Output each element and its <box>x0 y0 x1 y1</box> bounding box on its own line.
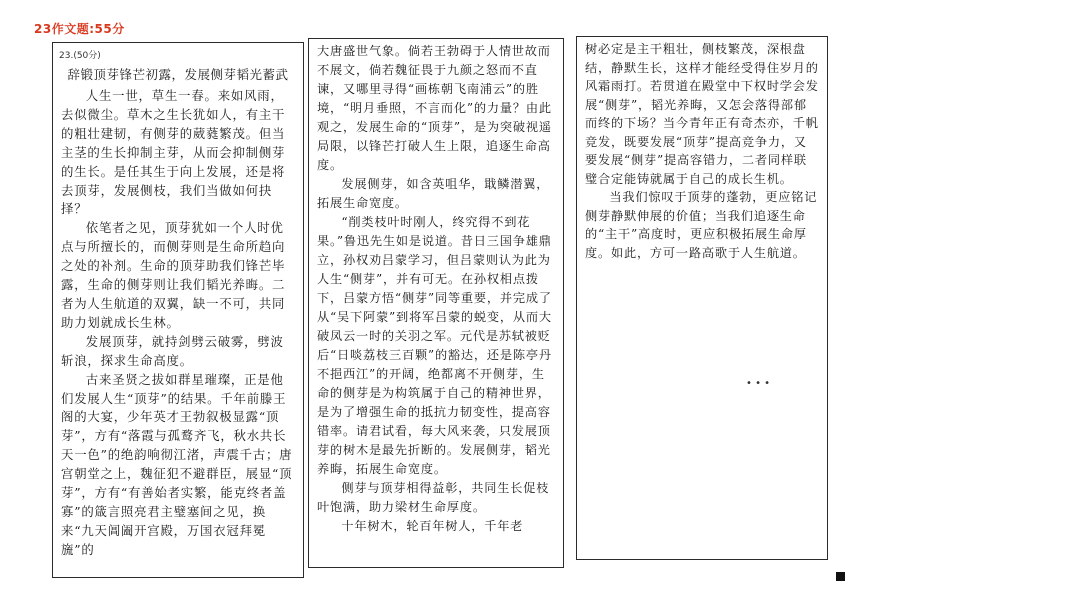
essay-paragraph: 古来圣贤之拔如群星璀璨，正是他们发展人生“顶芽”的结果。千年前滕王阁的大宴，少年英才王勃叙极显露“顶芽”，方有“落霞与孤鹜齐飞，秋水共长天一色”的绝韵响彻江渚，声震千古；唐宫朝堂之上，魏征犯不避群臣，展显“顶芽”，方有“有善始者实繁，能克终者盖寡”的箴言照亮君主璧塞间之见，换来“九天阊阖开宫殿，万国衣冠拜冕旒”的 <box>61 371 293 557</box>
essay-paragraph: 大唐盛世气象。倘若王勃碍于人情世故而不展文，倘若魏征畏于九颜之怒而不直谏，又哪里寻得“画栋朝飞南浦云”的胜境，“明月垂照，不言而化”的力量？由此观之，发展生命的“顶芽”，是为突破视遥局限，以锋芒打破人生上限，追逐生命高度。 <box>317 44 552 172</box>
essay-paragraph: 发展侧芽，如含英咀华，戢鳞潜翼，拓展生命宽度。 <box>317 177 550 210</box>
essay-title: 辞锻顶芽锋芒初露，发展侧芽韬光蓄武 <box>67 67 289 82</box>
essay-paragraph: 人生一世，草生一春。来如风雨，去似微尘。草木之生长犹如人，有主干的粗壮建韧，有侧芽的葳蕤繁茂。但当主茎的生长抑制主芽，从而会抑制侧芽的生长。是任其生于向上发展，还是将去顶芽，发展侧枝，我们当做如何抉择？ <box>61 88 286 217</box>
essay-paragraph: 当我们惊叹于顶芽的蓬勃，更应铭记侧芽静默伸展的价值；当我们追逐生命的“主干”高度时，更应积极拓展生命厚度。如此，方可一路高歌于人生航道。 <box>585 190 818 260</box>
essay-paragraph: 十年树木，轮百年树人，千年老 <box>341 519 524 533</box>
question-number: 23.(50分) <box>59 51 101 61</box>
essay-paragraph: 侧芽与顶芽相得益彰，共同生长促枝叶饱满，助力梁材生命厚度。 <box>317 481 550 514</box>
essay-paragraph: 树必定是主干粗壮，侧枝繁茂，深根盘结，静默生长，这样才能经受得住岁月的风霜雨打。若贯道在殿堂中下权时学会发展“侧芽”，韬光养晦，又怎会落得部郁而终的下场？当今青年正有奇杰亦，千帆竞发，既要发展“顶芽”提高竞争力，又要发展“侧芽”提高容错力，二者同样联璧合定能铸就属于自己的成长生机。 <box>585 42 819 186</box>
essay-paragraph: 依笔者之见，顶芽犹如一个人时优点与所擅长的，而侧芽则是生命所趋向之处的补剂。生命的顶芽助我们锋芒毕露，生命的侧芽则让我们韬光养晦。二者为人生航道的双翼，缺一不可，共同助力划就成长生林。 <box>61 220 286 330</box>
answer-column-3 <box>576 36 828 560</box>
corner-marker <box>836 572 845 581</box>
score-label: 23作文题:55分 <box>34 22 125 36</box>
answer-column-2 <box>308 38 564 568</box>
answer-column-1 <box>52 42 304 578</box>
essay-paragraph: “削类枝叶时刚人，终究得不到花果。”鲁迅先生如是说道。昔日三国争雄鼎立，孙权劝吕蒙学习，但吕蒙则认为此为人生“侧芽”，并有可无。在孙权相点拨下，吕蒙方悟“侧芽”同等重要，并完成了从“吴下阿蒙”到将军吕蒙的蜕变，从而大破凤云一时的关羽之军。元代是苏轼被贬后“日啖荔枝三百颗”的豁达，还是陈亭丹不挹西江”的开阔，绝都离不开侧芽，生命的侧芽是为构筑属于自己的精神世界，是为了增强生命的抵抗力韧变性，提高容错率。请君试看，每大风来袭，只发展顶芽的树木是最先折断的。发展侧芽，韬光养晦，拓展生命宽度。 <box>317 215 552 476</box>
essay-paragraph: 发展顶芽，就持剑劈云破雾，劈波斩浪，探求生命高度。 <box>61 333 284 368</box>
ellipsis-mark: • • • <box>746 378 771 389</box>
